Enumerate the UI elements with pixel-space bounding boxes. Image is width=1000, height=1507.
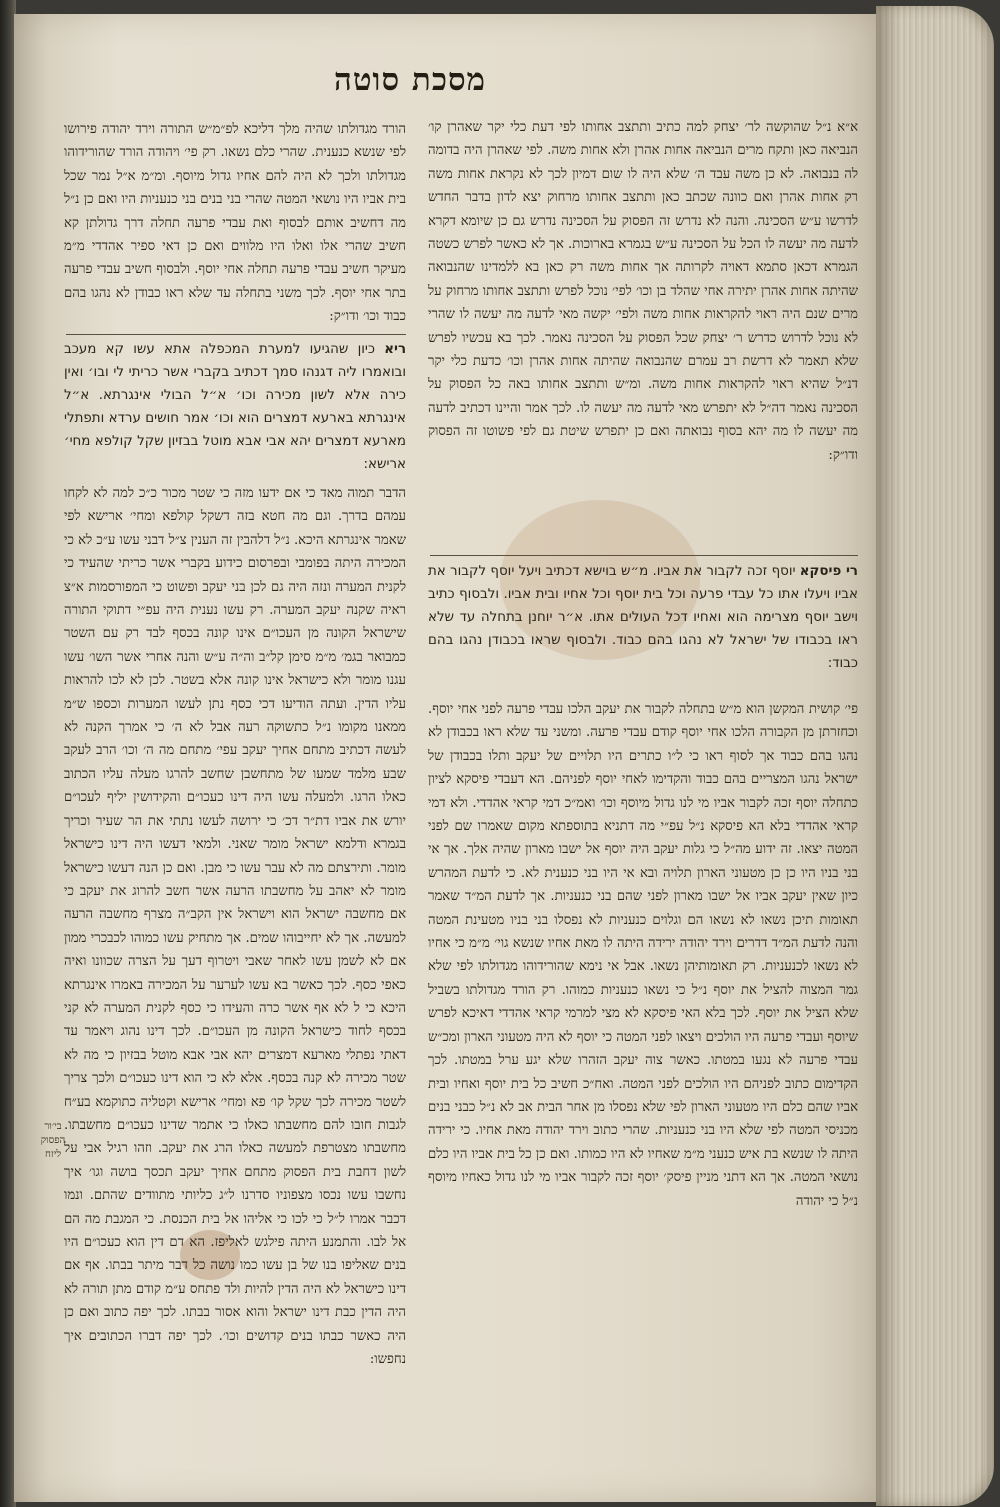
text-block: הדבר תמוה מאד כי אם ידעו מזה כי שטר מכור כ״כ למה לא לקחו עמהם בדרך. וגם מה חטא בזה דשקל קולפא ומחי׳ ארישא לפי שאמר אינגרתא היכא. נ״ל דלהבין זה הענין צ״ל דבני עשו ע״כ לא כי המכירה היתה בפומבי ובפרסום כידוע בקברי אשר כריתי שהעיד כי לקנית המערה ונזה היה גם לכן בני יעקב ופשוט כי המפורסמות א״צ ראיה שקנה יעקב המערה. רק עשו נענית היה עפ״י דתוקי התורה שישראל הקונה מן העכו״ם אינו קונה בכסף לבד רק עם השטר כמבואר בגמ׳ מ״מ סימן קל״ב וה״ה ע״ש והנה אחרי אשר השו׳ עשו עגנו מומר ולא כישראל אינו קונה אלא בשטר. לכן לא לכו להראות עליו הדין. ועתה הודיעו דכי כסף נתן לעשו המערות וכספו ש״מ ממאנו מקומו נ״ל כתשוקה רעה אבל לא ה׳ כי אמרך הקנה לא לעשה דכתיב מתחם אחיך יעקב עפי׳ מתחם מה ה׳ וכו׳ הרב לעקב שבע מלמד שמעו של מתחשבן שחשב להרגו מעלה עליו הכתוב כאלו הרגו. ולמעלה עשו היה דינו כעכו״ם והקידושין יליף לעכו״ם יורש את אביו דת״ר דכ׳ כי ירושה לעשו נתתי את הר שעיר וכריך בגמרא ודלמא ישראל מומר שאני. ולמאי דעשו היה דינו כישראל מומר. ותירצתם מה לא עבר עשו כי מבן. ואם כן הנה דעשו כישראל מומר לא יאהב על מחשבתו הרעה אשר חשב להרוג את יעקב כי אם מחשבה ישראל הוא וישראל אין הקב״ה מצרף מחשבה הרעה למעשה. אך לא יחייבוהו שמים. אך מתחיק עשו כמוהו לכבכרי ממון אם לא לשמן עשו לאחר שאבי ויטרוף דעך על הצרה שכוונו ואיה כאפי כסף. לכך כאשר בא עשו לערער על המכירה באמרו אינגרתא היכא כי ל לא אף אשר כרה והעידו כי כסף לקנית המערה לא קני בכסף לחוד כישראל הקונה מן העכו״ם. לכך דינו נהוג ויאמר עד דאתי נפתלי מארעא דמצרים יהא אבי אבא מוטל בבזיון כי מה לא שטר מכירה לא קנה בכסף. אלא לא כי הוא דינו כעכו״ם ולכך צריך לשטר מכירה לכך שקל קו׳ פא ומחי׳ ארישא וקטליה כתוקמא בע״ח לגבות חובו להם מחשבתו כאלו כי אתמר שדינו כעכו״ם מחשבתו. מחשבתו מצטרפת למעשה כאלו הרג את יעקב. וזהו רגיל אבי על לשון דחבת בית הפסוק מתחם אחיך יעקב תכסך בושה וגו׳ איך נחשבו עשו נכסו מצפוניו סדרנו ל״ג כליותי מתוודים שהתם. ונמו דכבר אמרו ל״ל כי לכו כי אליהו אל בית הכנסת. כי המגבת מה הם אל לבו. והתמנע היתה פילגש לאליפז. הא דם דין הוא כעכו״ם היו בנים שאליפו בנו של בן עשו כמו נושה כל דבר מיתר בבתו. אף אם דינו כישראל לא היה הדין להיות ולד פתחס ע״מ קודם מתן תורה לא היה הדין כבת דינו ישראל והוא אסור בבתו. לכך יפה כתוב ואם כן היה כאשר כבתו בנים קדושים וכו׳. לכך יפה דברו הכתובים איך נחפשו: [64, 486, 406, 1368]
right-column-block-2 [428, 560, 858, 692]
section-text: יוסף זכה לקבור את אביו. מ״ש בוישא דכתיב ויעל יוסף לקבור את אביו ויעלו אתו כל עבדי פרעה וכל בית יוסף וכל אחיו ובית אביו. ולבסוף כתיב וישב יוסף מצרימה הוא ואחיו דכל העולים אתו. א״ר יוחנן בתחלה עד שלא ראו בכבודו של ישראל לא נהגו בהם כבוד. ולבסוף שראו בכבודן נהגו בהם כבוד: [428, 564, 858, 671]
left-column-block-1 [64, 118, 406, 330]
right-column-block-3 [428, 698, 858, 1386]
page-title: מסכת סוטה [334, 62, 486, 98]
text-block: הורד מגדולתו שהיה מלך דליכא לפ״מ״ש התורה וירד יהודה פירושו לפי שנשא כנענית. שהרי כלם נשאו. רק פי׳ ויהודה הורד שהורידוהו מגדולתו ולכך לא היה להם אחיו גדול מיוסף. ומ״מ א״ל נמר שכל בית אביו היו נושאי המטה שהרי בני בנים בני כנעניות היו ואם כן נ״ל מה דחשיב אותם לבסוף ואת עבדי פרעה תחלה דרך גדולתן קא חשיב שהרי אלו ואלו היו מלווים ואם כן דאי ספיר אהדדי מ״מ מעיקר חשיב עבדי פרעה תחלה אחי יוסף. ולבסוף חשיב עבדי פרעה בתר אחי יוסף. לכך משני בתחלה עד שלא ראו כבודן לא נהגו בהם כבוד וכו׳ ודו״ק: [64, 122, 406, 325]
divider [430, 555, 858, 556]
right-column-block-1 [428, 116, 858, 554]
section-label: רי פיסקא [799, 564, 858, 579]
margin-note: בי׳ור הפסוק ליזח [40, 1121, 66, 1160]
section-text: כיון שהגיעו למערת המכפלה אתא עשו קא מעכב ובואמרו ליה דגנהו סמך דכתיב בקברי אשר כריתי לי ובו׳ ואין כירה אלא לשון מכירה וכו׳ א״ל הבולי אינגרתא. א״ל אינגרתא בארעא דמצרים הוא וכו׳ אמר חושים ערדא ותפתלי מארעא דמצרים יהא אבי אבא מוטל בבזיון שקל קולפא מחי׳ ארישא: [64, 342, 406, 472]
text-block [428, 560, 858, 675]
section-label: ריא [384, 342, 407, 357]
left-column-block-2 [64, 338, 407, 472]
text-block [64, 338, 406, 476]
page-edges-stack [876, 6, 994, 1506]
left-column-block-3 [64, 482, 406, 1418]
text-block: פי׳ קושית המקשן הוא מ״ש בתחלה לקבור את יעקב הלכו עבדי פרעה לפני אחי יוסף. וכחזרתן מן הקבורה הלכו אחי יוסף קודם עבדי פרעה. ומשני עד שלא ראו בכבודן לא נהגו בהם כבוד אך לסוף ראו כי ל״ו כתרים היו תלויים של יעקב ותלו בכבודן של ישראל נהגו המצריים בהם כבוד והקדימו לאחי יוסף לפניהם. הא דעבדי פיסקא לציון כתחלה יוסף זכה לקבור אביו מי לנו גדול מיוסף וכו׳ ואמ״כ דמי קראי אהדדי. ולא דמי קראי אהדדי בלא הא פיסקא נ״ל עפ״י מה דתניא בתוספתא מקום שאמרו שם לפני המטה יצאו. זה ידוע מה״ל כי גלות יעקב היה יוסף אל ישבו מארון שהיה אלך. אך אי בני בניו היו כן כן מטעוני הארון תלויה ובא אי היו בני כנענית לא. כי לדעת המהרש כיון שאין יעקב אביו אל ישבו מארון לפני שהם בני כנעניות. אך לדעת המ״ד שאמר תאומות תיכן נשאו לא נשאו הם וגלוים כנעניות לא נפסלו בני בניו מטעינת המטה והנה לדעת המ״ד דדרים וירד יהודה ירידה היתה לו מאת אחיו שנשא גוי׳ מ״מ כי אחיו לא נשאו לכנעניות. רק תאומותיהן נשאו. אבל אי נימא שהורידוהו מגדולתו לפי שלא גמר המצוה להציל את יוסף נ״ל כי נשאו כנעניות כמוהו. רק הורד מגדולתו בשביל שלא הציל את יוסף. לכך בלא האי פיסקא לא מצי למרמי קראי אהדדי דאיכא לפרש שיוסף ועבדי פרעה היו הולכים ויצאו לפני המטה כי יוסף לא היה מטעוני הארון ומכ״ש עבדי פרעה לא נגעו במטתו. כאשר צוה יעקב הזהרו שלא יגע ערל במטתו. לכך הקדימום כתוב לפניהם היו הולכים לפני המטה. ואח״כ חשיב כל בית יוסף ואחיו ובית אביו שהם כלם היו מטעוני הארון לפי שלא נפסלו מן אחר הבית אב לא נ״ל כבני בנים מכניסי המטה לפי שלא היו בני כנעניות. שהרי כתוב וירד יהודה מאת אחיו. כי ירידה היתה לו שנשא בת איש כנעני מ״מ שאחיו לא היו כמותו. ואם כן כל בית אביו היו כלם נושאי המטה. אך הא דתני מניין פיסק׳ יוסף זכה לקבור אביו מי לנו גדול כאחיו מיוסף נ״ל כי יהודה [428, 702, 858, 1209]
divider [66, 334, 406, 335]
text-block: א״א נ״ל שהוקשה לר׳ יצחק למה כתיב ותתצב אחותו לפי דעת כלי יקר שאהרן קו׳ הנביאה כאן ותקח מרים הנביאה אחות אהרן ולא אחות משה. לפי שאהרן היה בדומה לה בנבואה. לא כן משה עבד ה׳ שלא היה לו שום דמיון לכך לא נקראת אחות משה רק אחות אהרן ואם כוונה שכתב כאן ותתצב אחותו מרחוק יצא לדון בדבר החדש לדרשו ע״ש הסכינה. והנה לא נדרש זה הפסוק על הסכינה נדרש גם כן שיומא דקרא לדעה מה יעשה לו הכל על הסכינה ע״ש בגמרא בארוכות. אך לא כאשר לפרש כשטה הגמרא דכאן סתמא דאויה לקרותה אך אחות משה רק כאן בא ללמדינו שהנבואה שהיתה אחות אהרן יתירה אחי שהלד בן וכו׳ לפי׳ נוכל לפרש ותתצב אחותו מרחוק על מרים שנם היה ראוי להקראות אחות משה ולפי׳ יקשה מאי לדעה מה יעשה לו שהרי לא נוכל לדרוש כדרש ר׳ יצחק שכל הפסוק על הסכינה נאמר. לכך בא עכשיו לפרש שלא תאמר לא דרשת רב עמרם שהנבואה שהיתה אחות אהרן וכו׳ כדעת כלי יקר דנ״ל שהיא ראוי להקראות אחות משה. ומ״ש ותתצב אחותו באה כל הפסוק על הסכינה נאמר דה״ל לא יתפרש מאי לדעה מה יעשה לו. לכך אמר והיינו דכתיב לדעה מה יעשה לו מה יהא בסוף נבואתה ואם כן יתפרש שיטת גם לפי פשוטו זה הפסוק ודו״ק: [428, 120, 858, 463]
